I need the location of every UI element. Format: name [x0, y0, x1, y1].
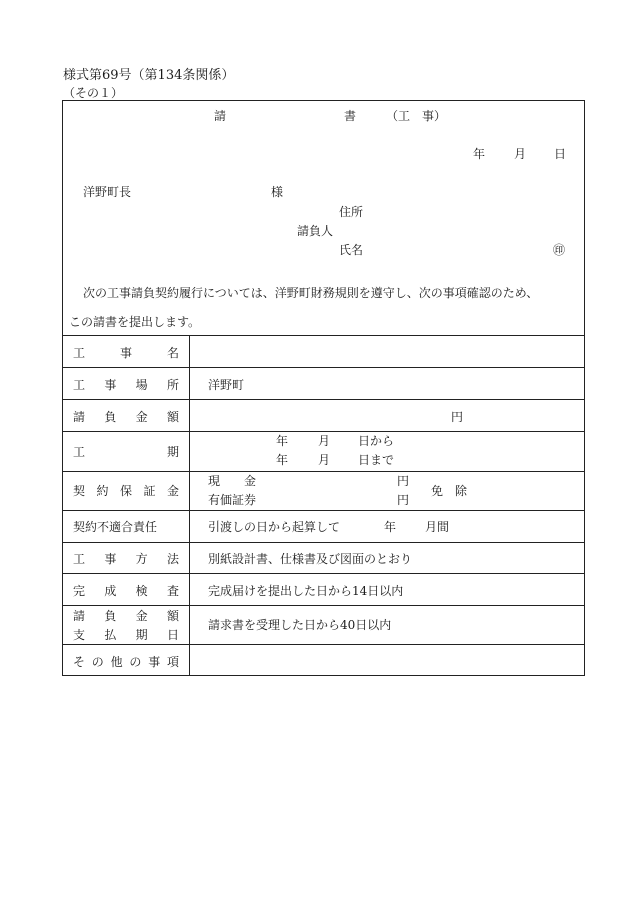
- work-period-label: 工 期: [73, 445, 179, 459]
- deposit-cash-unit: 円: [397, 474, 410, 488]
- work-place-value: 洋野町: [208, 378, 245, 392]
- row-divider: [63, 605, 584, 606]
- title-part-1: 請: [214, 109, 227, 123]
- body-text-line-2: この請書を提出します。: [69, 315, 201, 329]
- deposit-securities-label: 有価証券: [208, 493, 257, 507]
- addressee-honorific: 様: [271, 185, 284, 199]
- title-part-2: 書: [344, 109, 357, 123]
- period-from-day: 日から: [358, 434, 395, 448]
- liability-value-a: 引渡しの日から起算して: [208, 520, 341, 534]
- payment-date-label-line-1: 請 負 金 額: [73, 609, 179, 623]
- liability-value-b: 年: [384, 520, 397, 534]
- work-place-label: 工 事 場 所: [73, 378, 179, 392]
- completion-inspection-value: 完成届けを提出した日から14日以内: [208, 584, 404, 598]
- period-from-year: 年: [276, 434, 289, 448]
- row-divider: [63, 542, 584, 543]
- row-divider: [63, 644, 584, 645]
- date-month: 月: [514, 147, 527, 161]
- form-subnumber: （その１）: [63, 86, 124, 100]
- address-label: 住所: [339, 205, 364, 219]
- payment-date-value: 請求書を受理した日から40日以内: [208, 618, 392, 632]
- row-divider: [63, 367, 584, 368]
- period-to-month: 月: [318, 453, 331, 467]
- period-to-year: 年: [276, 453, 289, 467]
- name-label: 氏名: [339, 243, 364, 257]
- period-from-month: 月: [318, 434, 331, 448]
- contract-deposit-label: 契 約 保 証 金: [73, 484, 179, 498]
- row-divider: [63, 510, 584, 511]
- date-year: 年: [473, 147, 486, 161]
- addressee-name: 洋野町長: [83, 185, 132, 199]
- work-method-value: 別紙設計書、仕様書及び図面のとおり: [208, 552, 413, 566]
- contract-amount-unit: 円: [451, 410, 464, 424]
- body-text-line-1: 次の工事請負契約履行については、洋野町財務規則を遵守し、次の事項確認のため、: [83, 286, 539, 300]
- deposit-exempt: 免 除: [431, 484, 468, 498]
- liability-value-c: 月間: [425, 520, 450, 534]
- work-name-label: 工 事 名: [73, 346, 179, 360]
- other-matters-label: そ の 他 の 事 項: [73, 655, 179, 669]
- row-divider: [63, 573, 584, 574]
- contract-amount-label: 請 負 金 額: [73, 410, 179, 424]
- row-divider: [63, 471, 584, 472]
- liability-label: 契約不適合責任: [73, 520, 158, 534]
- form-number: 様式第69号（第134条関係）: [63, 68, 235, 83]
- row-divider: [63, 399, 584, 400]
- contractor-label: 請負人: [297, 224, 334, 238]
- payment-date-label-line-2: 支 払 期 日: [73, 628, 179, 642]
- completion-inspection-label: 完 成 検 査: [73, 584, 179, 598]
- work-method-label: 工 事 方 法: [73, 552, 179, 566]
- title-part-3: （工 事）: [386, 109, 447, 123]
- deposit-cash-label: 現 金: [208, 474, 257, 488]
- date-day: 日: [554, 147, 567, 161]
- form-frame: [62, 100, 585, 676]
- seal-mark: ㊞: [553, 243, 566, 257]
- deposit-securities-unit: 円: [397, 493, 410, 507]
- column-divider: [189, 335, 190, 675]
- period-to-day: 日まで: [358, 453, 395, 467]
- row-divider: [63, 335, 584, 336]
